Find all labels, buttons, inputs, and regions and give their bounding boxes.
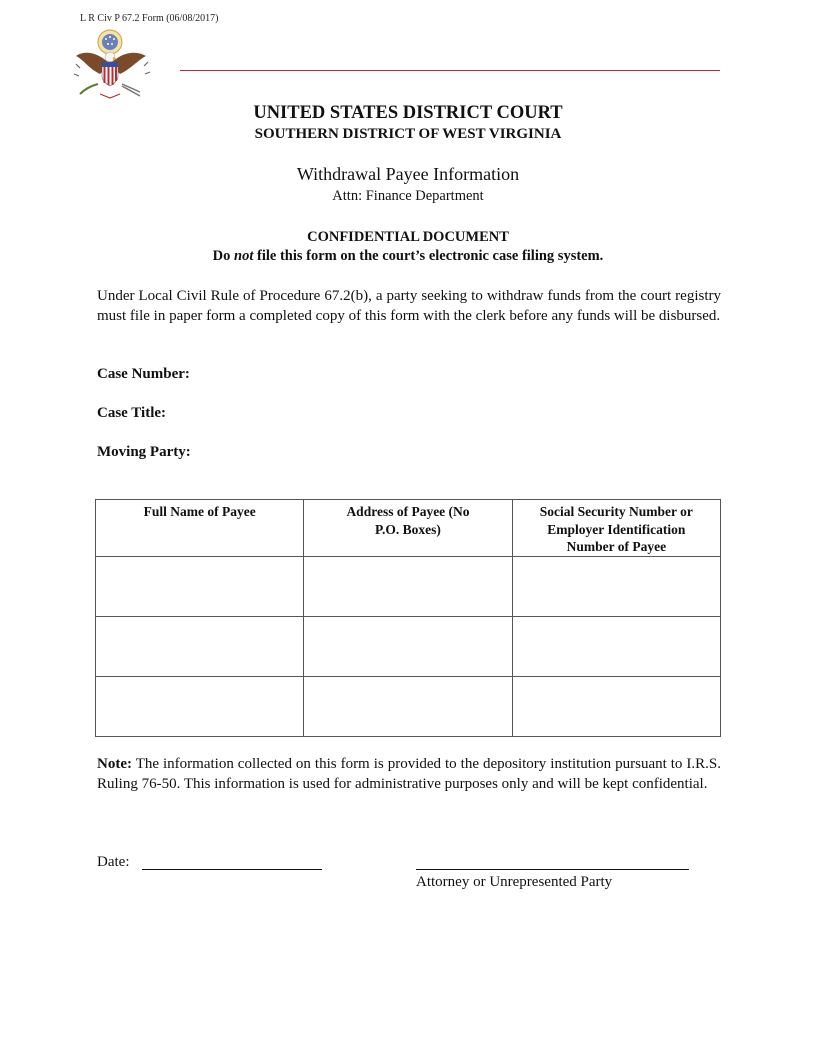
filing-warning xyxy=(0,248,816,265)
payee-address-cell[interactable] xyxy=(304,616,512,676)
table-header-row xyxy=(96,500,721,557)
header-ssn: Social Security Number or Employer Identification Number of Payee xyxy=(512,500,720,557)
date-label: Date: xyxy=(97,854,130,870)
payee-name-cell[interactable] xyxy=(96,616,304,676)
payee-ssn-cell[interactable] xyxy=(512,616,720,676)
table-row xyxy=(96,676,721,736)
payee-table xyxy=(95,499,721,737)
warning-rest: file this form on the court’s electronic case filing system. xyxy=(253,248,604,264)
confidential-heading: CONFIDENTIAL DOCUMENT xyxy=(307,229,509,245)
payee-ssn-cell[interactable] xyxy=(512,556,720,616)
court-seal-icon xyxy=(70,24,156,104)
table-row xyxy=(96,556,721,616)
attention-line: Attn: Finance Department xyxy=(332,188,484,204)
header-rule xyxy=(180,70,720,71)
warning-do: Do xyxy=(212,248,235,264)
note-paragraph xyxy=(97,755,721,794)
moving-party-label: Moving Party: xyxy=(97,444,191,460)
case-number-label: Case Number: xyxy=(97,366,190,382)
payee-address-cell[interactable] xyxy=(304,556,512,616)
signature-line[interactable] xyxy=(416,869,689,870)
intro-paragraph: Under Local Civil Rule of Procedure 67.2(b), a party seeking to withdraw funds from the court registry must file in paper form a completed copy of this form with the clerk before any funds will be disbursed. xyxy=(97,288,721,324)
payee-address-cell[interactable] xyxy=(304,676,512,736)
date-line[interactable] xyxy=(142,869,322,870)
signature-label: Attorney or Unrepresented Party xyxy=(416,874,613,890)
note-text: The information collected on this form is provided to the depository institution pursuant to I.R.S. Ruling 76-50. This information is used for administrative purposes only and will be kept confidential. xyxy=(97,756,721,792)
payee-name-cell[interactable] xyxy=(96,556,304,616)
form-title: Withdrawal Payee Information xyxy=(296,164,520,184)
payee-ssn-cell[interactable] xyxy=(512,676,720,736)
header-full-name: Full Name of Payee xyxy=(96,500,304,557)
note-label: Note: xyxy=(97,756,132,772)
form-identifier: L R Civ P 67.2 Form (06/08/2017) xyxy=(80,13,219,24)
table-row xyxy=(96,616,721,676)
district-name: SOUTHERN DISTRICT OF WEST VIRGINIA xyxy=(254,126,562,142)
court-name: UNITED STATES DISTRICT COURT xyxy=(253,103,563,123)
payee-name-cell[interactable] xyxy=(96,676,304,736)
case-title-label: Case Title: xyxy=(97,405,167,421)
header-address: Address of Payee (No P.O. Boxes) xyxy=(304,500,512,557)
warning-not: not xyxy=(234,248,254,264)
